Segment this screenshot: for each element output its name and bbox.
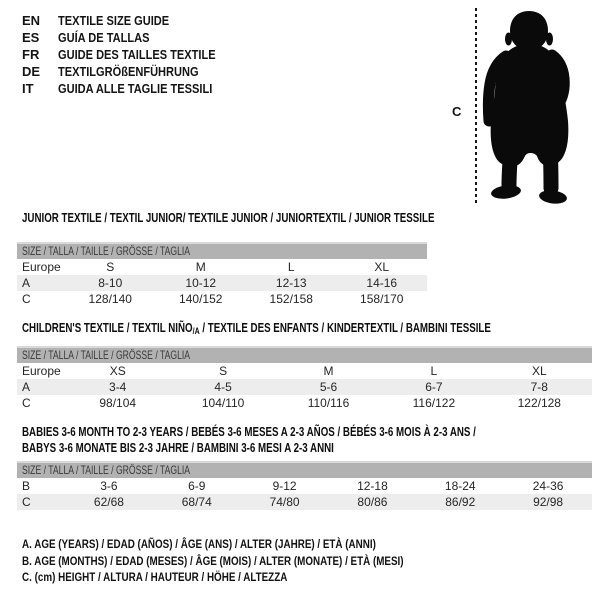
size-cell: M [195,260,206,274]
row-label: C [22,292,31,306]
table-row-europe [17,363,592,379]
language-row [22,80,243,97]
value-cell: 6-7 [425,380,443,394]
legend-note-c: C. (cm) HEIGHT / ALTURA / HAUTEUR / HÖHE / ALTEZZA [22,570,288,584]
size-header-label: SIZE / TALLA / TAILLE / GRÖSSE / TAGLIA [22,348,191,362]
value-cell: 80/86 [357,495,388,509]
legend-note-a: A. AGE (YEARS) / EDAD (AÑOS) / ÂGE (ANS) / ALTER (JAHRE) / ETÀ (ANNI) [22,537,376,551]
value-cell: 92/98 [533,495,564,509]
size-cell: L [287,260,295,274]
row-label: A [22,276,31,290]
language-list [22,12,243,97]
legend-notes [22,536,487,586]
row-label: A [22,380,31,394]
size-header-label: SIZE / TALLA / TAILLE / GRÖSSE / TAGLIA [22,463,191,477]
value-cell: 122/128 [517,396,561,410]
language-row [22,63,243,80]
size-cell: M [323,364,334,378]
value-cell: 3-4 [109,380,127,394]
language-label: TEXTILGRÖßENFÜHRUNG [58,64,199,79]
section-title-junior: JUNIOR TEXTILE / TEXTIL JUNIOR/ TEXTILE JUNIOR / JUNIORTEXTIL / JUNIOR TESSILE [22,211,435,225]
size-cell: XL [531,364,547,378]
language-label: GUIDE DES TAILLES TEXTILE [58,47,216,62]
table-row-europe [17,259,427,275]
value-cell: 18-24 [444,479,476,493]
value-cell: 140/152 [179,292,223,306]
value-cell: 6-9 [188,479,206,493]
value-cell: 128/140 [88,292,132,306]
language-label: GUIDA ALLE TAGLIE TESSILI [58,81,213,96]
language-code: DE [22,64,41,79]
language-code: FR [22,47,40,62]
value-cell: 152/158 [269,292,313,306]
size-header-label: SIZE / TALLA / TAILLE / GRÖSSE / TAGLIA [22,244,191,258]
row-label: Europe [22,260,61,274]
language-row [22,46,243,63]
value-cell: 10-12 [185,276,217,290]
table-row-months [17,478,592,494]
silhouette-foot-left [490,184,521,201]
value-cell: 9-12 [272,479,297,493]
value-cell: 3-6 [100,479,118,493]
babies-size-table [17,461,592,510]
value-cell: 4-5 [214,380,232,394]
value-cell: 12-18 [357,479,388,493]
value-cell: 7-8 [530,380,548,394]
table-row-age [17,379,592,395]
section-title-babies [22,424,600,456]
value-cell: 86/92 [445,495,476,509]
toddler-silhouette-icon [479,8,593,210]
value-cell: 14-16 [366,276,398,290]
value-cell: 68/74 [181,495,212,509]
size-cell: XL [374,260,390,274]
language-code: EN [22,13,41,28]
row-label: C [22,495,31,509]
height-measure-dotted-line [475,8,477,206]
silhouette-ear-right [546,33,553,46]
table-row-height [17,291,427,307]
value-cell: 24-36 [532,479,564,493]
language-code: ES [22,30,40,45]
silhouette-ear-left [505,33,512,46]
language-code: IT [22,81,34,96]
legend-note-b: B. AGE (MONTHS) / EDAD (MESES) / ÂGE (MOIS) / ALTER (MONATE) / ETÀ (MESI) [22,553,404,568]
size-header-bar [17,461,592,478]
row-label: B [22,479,31,493]
height-measure-label: C [452,104,462,119]
children-size-table [17,346,592,411]
table-row-age [17,275,427,291]
value-cell: 104/110 [201,396,245,410]
size-cell: XS [109,364,126,378]
value-cell: 8-10 [98,276,123,290]
subscript-label: /A [192,326,200,336]
title-line-1: BABIES 3-6 MONTH TO 2-3 YEARS / BEBÉS 3-6 MESES A 2-3 AÑOS / BÉBÉS 3-6 MOIS À 2-3 ANS / [22,425,476,439]
silhouette-foot-right [538,189,567,205]
row-label: C [22,396,31,410]
value-cell: 12-13 [275,276,307,290]
title-line-2: BABYS 3-6 MONATE BIS 2-3 JAHRE / BAMBINI 3-6 MESI A 2-3 ANNI [22,441,334,455]
value-cell: 158/170 [360,292,404,306]
language-label: GUÍA DE TALLAS [58,30,150,45]
silhouette-leg-left [509,148,511,186]
silhouette-leg-right [550,150,551,188]
size-header-bar [17,346,592,363]
junior-size-table [17,242,427,307]
value-cell: 98/104 [99,396,137,410]
size-cell: S [219,364,228,378]
table-row-height [17,395,592,411]
value-cell: 74/80 [269,495,300,509]
value-cell: 62/68 [93,495,124,509]
value-cell: 5-6 [319,380,338,394]
value-cell: 110/116 [307,396,350,410]
language-label: TEXTILE SIZE GUIDE [58,13,170,28]
size-cell: S [106,260,115,274]
language-row [22,12,243,29]
size-header-bar [17,242,427,259]
language-row [22,29,243,46]
table-row-height [17,494,592,510]
row-label: Europe [22,364,61,378]
value-cell: 116/122 [412,396,456,410]
section-title-children: CHILDREN'S TEXTILE / TEXTIL $NIÑO_{/A}$ / TEXTILE DES ENFANTS / KINDERTEXTIL / BAMBINI TESSILE [22,321,491,336]
size-cell: L [430,364,438,378]
